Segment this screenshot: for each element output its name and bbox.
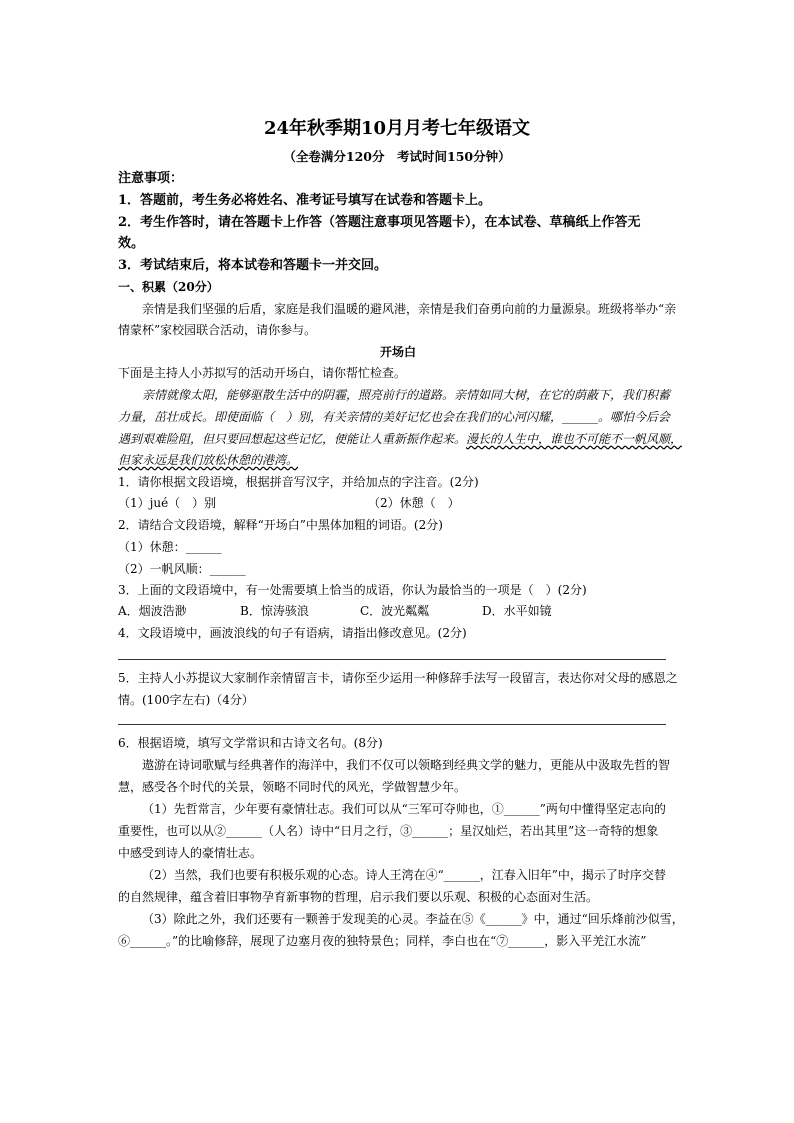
passage-title: 开场白 (379, 345, 416, 359)
question-5: 5．主持人小苏提议大家制作亲情留言卡，请你至少运用一种修辞手法写一段留言，表达你对父母的感恩之 (118, 671, 678, 685)
passage-line-3 (118, 431, 683, 447)
question-4: 4．文段语境中，画波浪线的句子有语病，请指出修改意见。(2分) (118, 626, 467, 640)
question-6-part-3-line-2: ⑥______。”的比喻修辞，展现了边塞月夜的独特景色；同样，李白也在“⑦______，影入平羌江水流” (118, 934, 647, 948)
wavy-sentence-cont: 但家永远是我们放松休憩的港湾。 (118, 453, 299, 467)
notice-item-2: 2．考生作答时，请在答题卡上作答（答题注意事项见答题卡），在本试卷、草稿纸上作答无 (118, 215, 641, 230)
question-6-intro: 遨游在诗词歌赋与经典著作的海洋中，我们不仅可以领略到经典文学的魅力，更能从中汲取先哲的智 (142, 758, 671, 772)
notice-item-2-cont: 效。 (118, 236, 145, 251)
question-6-part-2: （2）当然，我们也要有积极乐观的心态。诗人王湾在④“______，江春入旧年”中，揭示了时序交替 (142, 868, 666, 882)
wavy-sentence: 漫长的人生中，谁也不可能不一帆风顺， (466, 432, 683, 446)
notice-item-3: 3．考试结束后，将本试卷和答题卡一并交回。 (118, 258, 388, 273)
question-5-cont: 情。(100字左右)（4分） (118, 693, 254, 707)
answer-line-q4 (118, 659, 666, 660)
question-6-part-1-line-3: 中感受到诗人的豪情壮志。 (118, 846, 263, 860)
question-2-part-1: （1）休憩：______ (118, 540, 222, 554)
passage-line-4 (118, 452, 678, 468)
question-2-part-2: （2）一帆风顺：______ (118, 562, 246, 576)
option-d: D．水平如镜 (482, 604, 552, 618)
question-1: 1．请你根据文段语境，根据拼音写汉字，并给加点的字注音。(2分) (118, 475, 479, 489)
passage-lead: 下面是主持人小苏拟写的活动开场白，请你帮忙检查。 (118, 366, 407, 380)
option-b: B．惊涛骇浪 (240, 604, 309, 618)
answer-line-q5 (118, 724, 666, 725)
question-1-part-2: （2）休憩（ ） (368, 496, 460, 510)
question-2: 2．请结合文段语境，解释“开场白”中黑体加粗的词语。(2分) (118, 518, 443, 532)
passage-line-1: 亲情就像太阳，能够驱散生活中的阴霾，照亮前行的道路。亲情如同大树，在它的荫蔽下，我们积蓄 (142, 388, 671, 402)
passage-line-2: 力量，茁壮成长。即使面临（ ）别，有关亲情的美好记忆也会在我们的心河闪耀，______。哪怕今后会 (118, 410, 671, 424)
section-intro-cont: 情蒙杯”家校园联合活动，请你参与。 (118, 323, 317, 337)
option-c: C．波光粼粼 (360, 604, 430, 618)
notice-heading: 注意事项： (118, 171, 184, 186)
exam-title: 24年秋季期10月月考七年级语文 (263, 118, 531, 139)
question-6-part-1: （1）先哲常言，少年要有豪情壮志。我们可以从“三军可夺帅也，①______”两句中懂得坚定志向的 (142, 802, 666, 816)
question-1-part-1 (118, 495, 678, 511)
option-a: A．烟波浩渺 (118, 604, 187, 618)
question-6-part-1-line-2: 重要性，也可以从②______（人名）诗中“日月之行，③______；星汉灿烂，若出其里”这一奇特的想象 (118, 824, 659, 838)
passage-line-3-text: 遇到艰难险阻，但只要回想起这些记忆，便能让人重新振作起来。 (118, 432, 467, 446)
question-6-intro-cont: 慧，感受各个时代的关景，领略不同时代的风光，学做智慧少年。 (118, 780, 467, 794)
notice-item-1: 1．答题前，考生务必将姓名、准考证号填写在试卷和答题卡上。 (118, 193, 492, 208)
exam-subtitle: （全卷满分120分 考试时间150分钟） (283, 149, 511, 164)
question-1-part-1-text: （1）jué（ ）别 (118, 496, 217, 510)
section-heading: 一、积累（20分） (118, 280, 219, 294)
question-6: 6．根据语境，填写文学常识和古诗文名句。(8分) (118, 736, 383, 750)
question-3: 3．上面的文段语境中，有一处需要填上恰当的成语，你认为最恰当的一项是（ ）(2分) (118, 583, 587, 597)
question-6-part-3: （3）除此之外，我们还要有一颗善于发现美的心灵。李益在⑤《______》中，通过“回乐烽前沙似雪， (142, 912, 684, 926)
section-intro: 亲情是我们坚强的后盾，家庭是我们温暖的避风港，亲情是我们奋勇向前的力量源泉。班级将举办“亲 (142, 302, 677, 316)
question-6-part-2-line-2: 的自然规律，蕴含着旧事物孕育新事物的哲理，启示我们要以乐观、积极的心态面对生活。 (118, 890, 599, 904)
